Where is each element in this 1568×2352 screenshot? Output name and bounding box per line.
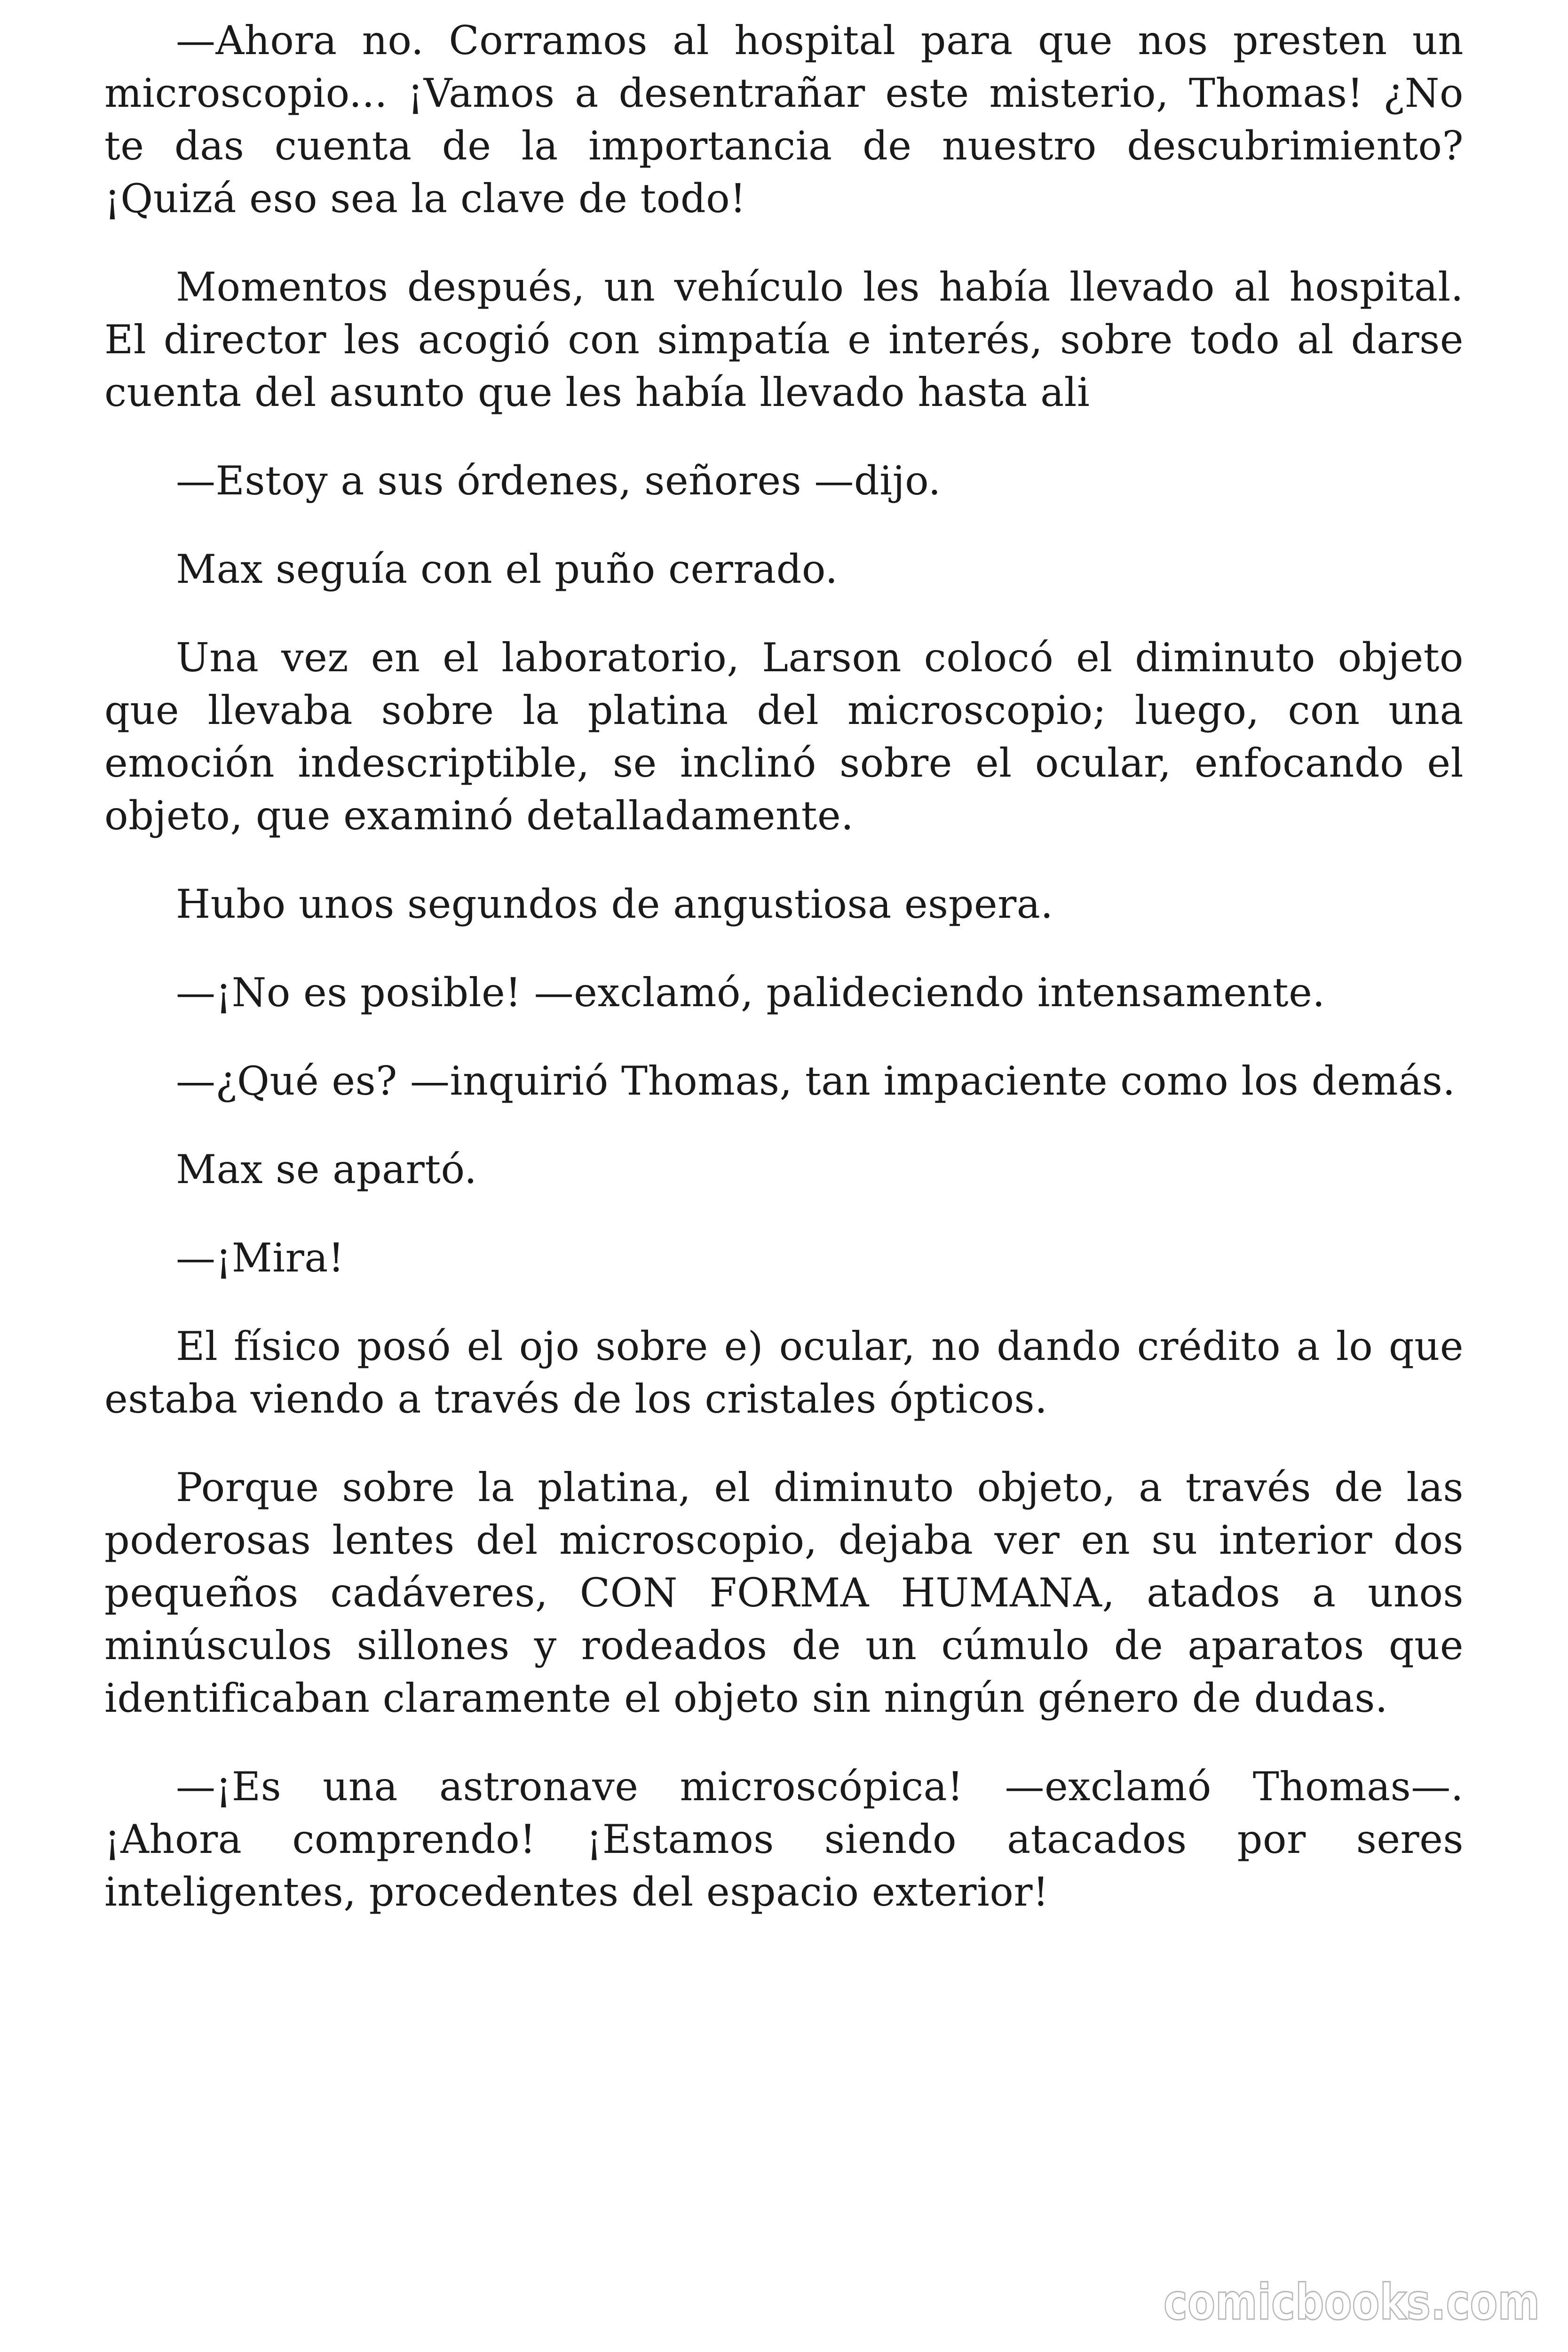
paragraph: —¡Mira! <box>176 1235 345 1281</box>
paragraph: —¡Es una astronave microscópica! —exclamó Thomas—. ¡Ahora comprendo! ¡Estamos siendo atacados por seres inteligentes, procedentes del espacio exterior! <box>104 1764 1464 1915</box>
body-text <box>104 14 1464 1954</box>
paragraph: Una vez en el laboratorio, Larson colocó el diminuto objeto que llevaba sobre la platina del microscopio; luego, con una emoción indescriptible, se inclinó sobre el ocular, enfocando el objeto, que examinó detalladamente. <box>104 635 1464 839</box>
paragraph: Max se apartó. <box>176 1146 477 1192</box>
watermark-text: comicbooks.com <box>1164 2274 1540 2330</box>
paragraph: —¿Qué es? —inquirió Thomas, tan impaciente como los demás. <box>176 1058 1456 1104</box>
paragraph: —Estoy a sus órdenes, señores —dijo. <box>176 458 941 504</box>
watermark <box>1156 2274 1542 2330</box>
paragraph: Max seguía con el puño cerrado. <box>176 546 838 592</box>
paragraph: Porque sobre la platina, el diminuto objeto, a través de las poderosas lentes del microscopio, dejaba ver en su interior dos pequeños cadáveres, CON FORMA HUMANA, atados a unos minúsculos sillones y rodeados de un cúmulo de aparatos que identificaban claramente el objeto sin ningún género de dudas. <box>104 1464 1464 1721</box>
paragraph: Momentos después, un vehículo les había llevado al hospital. El director les acogió con simpatía e interés, sobre todo al darse cuenta del asunto que les había llevado hasta ali <box>104 264 1464 415</box>
paragraph: El físico posó el ojo sobre e) ocular, no dando crédito a lo que estaba viendo a través de los cristales ópticos. <box>104 1323 1464 1422</box>
paragraph: —¡No es posible! —exclamó, palideciendo intensamente. <box>176 969 1325 1016</box>
paragraph: —Ahora no. Corramos al hospital para que nos presten un microscopio... ¡Vamos a desentrañar este misterio, Thomas! ¿No te das cuenta de la importancia de nuestro descubrimiento? ¡Quizá eso sea la clave de todo! <box>104 17 1464 222</box>
paragraph: Hubo unos segundos de angustiosa espera. <box>176 881 1053 927</box>
